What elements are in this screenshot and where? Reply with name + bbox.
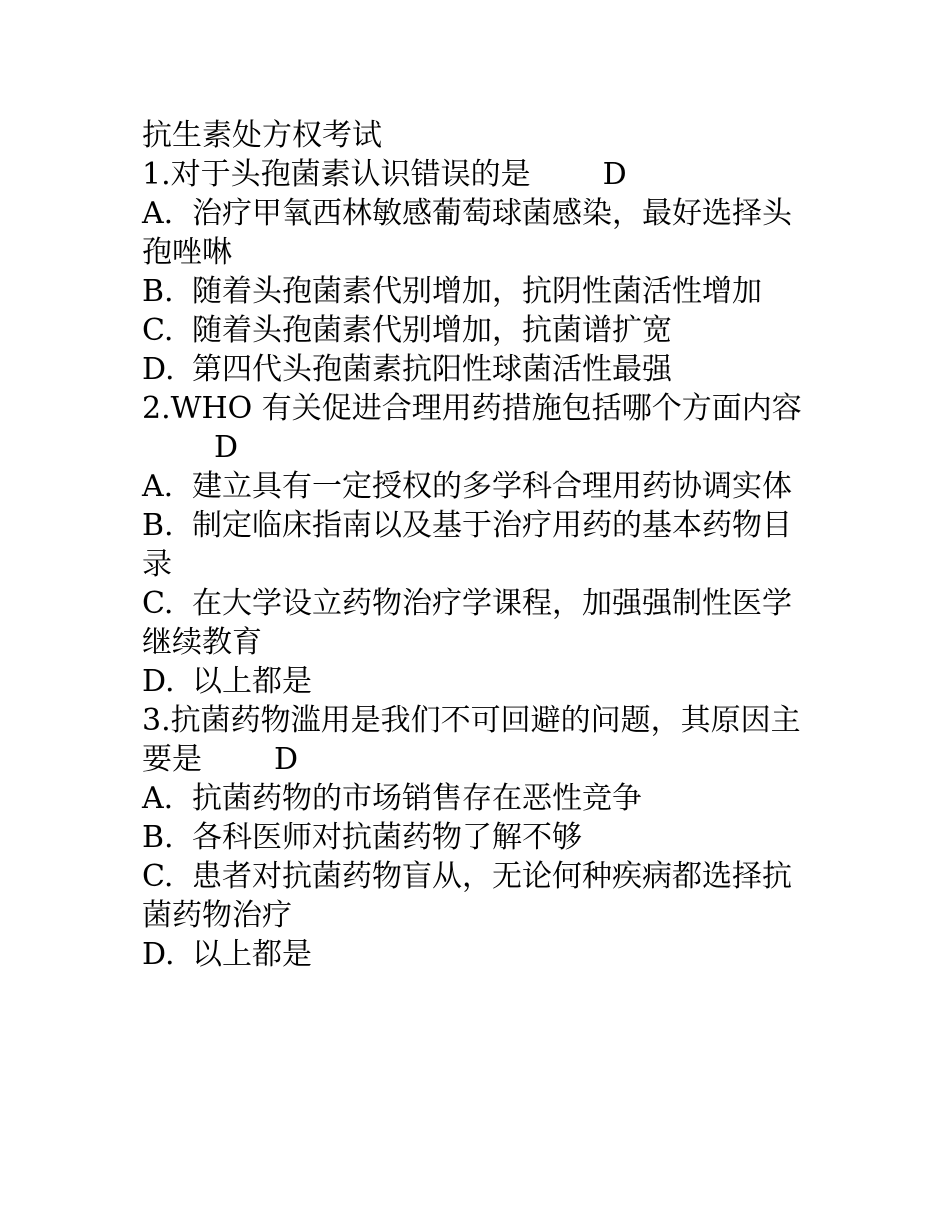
document-page bbox=[142, 116, 812, 974]
option-a bbox=[142, 194, 812, 272]
option-key: A. bbox=[142, 469, 174, 504]
question-stem-text: 1.对于头孢菌素认识错误的是 bbox=[142, 157, 531, 192]
option-key: C. bbox=[142, 586, 174, 621]
question-stem-text: 3.抗菌药物滥用是我们不可回避的问题，其原因主要是 bbox=[142, 703, 801, 777]
question-stem-text: 2.WHO 有关促进合理用药措施包括哪个方面内容 bbox=[142, 391, 802, 426]
option-c bbox=[142, 311, 812, 350]
question-answer: D bbox=[602, 157, 627, 192]
option-b bbox=[142, 506, 812, 584]
option-key: D. bbox=[142, 664, 175, 699]
option-text: 以上都是 bbox=[192, 937, 312, 972]
option-text: 建立具有一定授权的多学科合理用药协调实体 bbox=[192, 469, 792, 504]
option-text: 治疗甲氧西林敏感葡萄球菌感染，最好选择头孢唑啉 bbox=[142, 196, 792, 270]
option-text: 第四代头孢菌素抗阳性球菌活性最强 bbox=[192, 352, 672, 387]
option-a bbox=[142, 779, 812, 818]
option-text: 以上都是 bbox=[192, 664, 312, 699]
option-d bbox=[142, 935, 812, 974]
option-text: 抗菌药物的市场销售存在恶性竞争 bbox=[192, 781, 642, 816]
option-key: D. bbox=[142, 352, 175, 387]
option-text: 随着头孢菌素代别增加，抗阴性菌活性增加 bbox=[192, 274, 762, 309]
option-c bbox=[142, 584, 812, 662]
question-stem bbox=[142, 155, 812, 194]
question-stem bbox=[142, 389, 812, 467]
option-key: C. bbox=[142, 859, 174, 894]
option-d bbox=[142, 350, 812, 389]
option-key: C. bbox=[142, 313, 174, 348]
option-key: D. bbox=[142, 937, 175, 972]
option-key: B. bbox=[142, 274, 174, 309]
option-key: A. bbox=[142, 781, 174, 816]
option-key: B. bbox=[142, 508, 174, 543]
document-title: 抗生素处方权考试 bbox=[142, 118, 382, 153]
option-text: 制定临床指南以及基于治疗用药的基本药物目录 bbox=[142, 508, 792, 582]
question-2 bbox=[142, 389, 812, 701]
option-key: B. bbox=[142, 820, 174, 855]
question-1 bbox=[142, 155, 812, 389]
option-b bbox=[142, 818, 812, 857]
option-text: 随着头孢菌素代别增加，抗菌谱扩宽 bbox=[192, 313, 672, 348]
question-answer: D bbox=[274, 742, 299, 777]
option-a bbox=[142, 467, 812, 506]
question-stem bbox=[142, 701, 812, 779]
option-text: 患者对抗菌药物盲从，无论何种疾病都选择抗菌药物治疗 bbox=[142, 859, 792, 933]
question-answer: D bbox=[214, 430, 239, 465]
question-3 bbox=[142, 701, 812, 974]
option-text: 各科医师对抗菌药物了解不够 bbox=[192, 820, 582, 855]
option-text: 在大学设立药物治疗学课程，加强强制性医学继续教育 bbox=[142, 586, 792, 660]
option-key: A. bbox=[142, 196, 174, 231]
option-c bbox=[142, 857, 812, 935]
option-b bbox=[142, 272, 812, 311]
option-d bbox=[142, 662, 812, 701]
